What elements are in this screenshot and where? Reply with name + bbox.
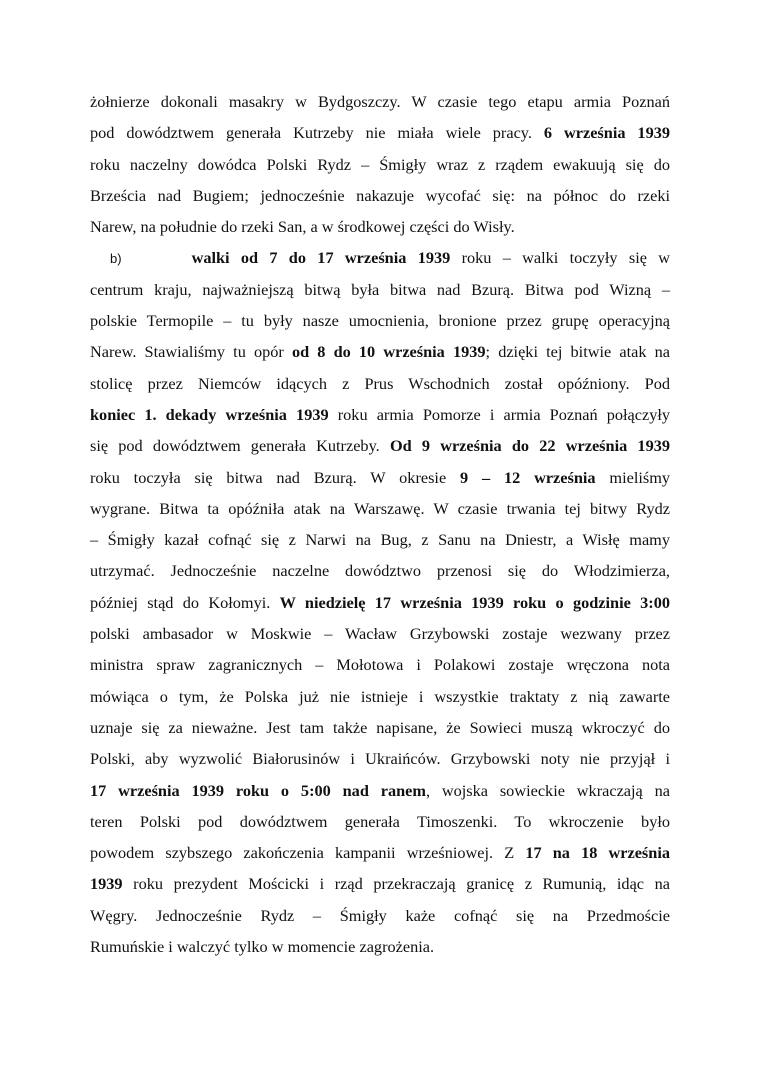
text-line: 1939 roku prezydent Mościcki i rząd przekraczają granicę z Rumunią, idąc na xyxy=(90,874,670,894)
text-line: teren Polski pod dowództwem generała Timoszenki. To wkroczenie było xyxy=(90,811,670,831)
text-line: koniec 1. dekady września 1939 roku armia Pomorze i armia Poznań połączyły xyxy=(90,404,670,424)
text-line: Polski, aby wyzwolić Białorusinów i Ukraińców. Grzybowski noty nie przyjął i xyxy=(90,749,670,769)
text-line: wygrane. Bitwa ta opóźniła atak na Warszawę. W czasie trwania tej bitwy Rydz xyxy=(90,498,670,518)
text-line: pod dowództwem generała Kutrzeby nie miała wiele pracy. 6 września 1939 xyxy=(90,123,670,143)
text-line: roku naczelny dowódca Polski Rydz – Śmigły wraz z rządem ewakuują się do xyxy=(90,154,670,174)
text-line: ministra spraw zagranicznych – Mołotowa i Polakowi zostaje wręczona nota xyxy=(90,655,670,675)
bold-date: koniec 1. dekady września 1939 xyxy=(90,404,329,424)
text-line: polskie Termopile – tu były nasze umocnienia, bronione przez grupę operacyjną xyxy=(90,311,670,331)
text-line: uznaje się za nieważne. Jest tam także napisane, że Sowieci muszą wkroczyć do xyxy=(90,717,670,737)
text-line: roku toczyła się bitwa nad Bzurą. W okresie 9 – 12 września mieliśmy xyxy=(90,467,671,487)
bold-date: 9 – 12 września xyxy=(460,467,596,487)
text-line: Narew, na południe do rzeki San, a w środkowej części do Wisły. xyxy=(90,217,515,237)
text-line: centrum kraju, najważniejszą bitwą była bitwa nad Bzurą. Bitwa pod Wizną – xyxy=(90,279,670,299)
bold-date: 17 na 18 września xyxy=(525,843,670,863)
text-line: Węgry. Jednocześnie Rydz – Śmigły każe cofnąć się na Przedmoście xyxy=(90,905,670,925)
text-line: mówiąca o tym, że Polska już nie istnieje i wszystkie traktaty z nią zawarte xyxy=(90,686,670,706)
list-marker: b) xyxy=(110,251,122,267)
bold-date: od 8 do 10 września 1939 xyxy=(291,342,486,362)
text-line: Rumuńskie i walczyć tylko w momencie zagrożenia. xyxy=(90,937,435,957)
text-line: 17 września 1939 roku o 5:00 nad ranem, wojska sowieckie wkraczają na xyxy=(90,780,670,800)
text-line: polski ambasador w Moskwie – Wacław Grzybowski zostaje wezwany przez xyxy=(90,624,670,644)
text-line: – Śmigły kazał cofnąć się z Narwi na Bug, z Sanu na Dniestr, a Wisłę mamy xyxy=(90,530,670,550)
text-line: powodem szybszego zakończenia kampanii wrześniowej. Z 17 na 18 września xyxy=(90,843,670,863)
bold-date: 17 września 1939 roku o 5:00 nad ranem xyxy=(90,780,426,800)
bold-date: 6 września 1939 xyxy=(543,123,670,143)
body-text xyxy=(90,86,670,962)
bold-heading: walki od 7 do 17 września 1939 xyxy=(191,248,451,268)
text-line: żołnierze dokonali masakry w Bydgoszczy. W czasie tego etapu armia Poznań xyxy=(90,92,670,111)
text-line: Brześcia nad Bugiem; jednocześnie nakazuje wycofać się: na północ do rzeki xyxy=(90,185,670,205)
bold-date: W niedzielę 17 września 1939 roku o godzinie 3:00 xyxy=(279,592,671,612)
list-item-b-first-line: b) walki od 7 do 17 września 1939 roku – walki toczyły się w xyxy=(110,248,671,268)
bold-date: Od 9 września do 22 września 1939 xyxy=(389,436,670,456)
text-line: się pod dowództwem generała Kutrzeby. Od 9 września do 22 września 1939 xyxy=(90,436,670,456)
text-line: Narew. Stawialiśmy tu opór od 8 do 10 września 1939; dzięki tej bitwie atak na xyxy=(90,342,670,362)
text-line: stolicę przez Niemców idących z Prus Wschodnich został opóźniony. Pod xyxy=(90,373,670,393)
bold-date: 1939 xyxy=(90,874,123,894)
text-line: później stąd do Kołomyi. W niedzielę 17 września 1939 roku o godzinie 3:00 xyxy=(90,592,671,612)
text-line: utrzymać. Jednocześnie naczelne dowództwo przenosi się do Włodzimierza, xyxy=(90,561,670,581)
